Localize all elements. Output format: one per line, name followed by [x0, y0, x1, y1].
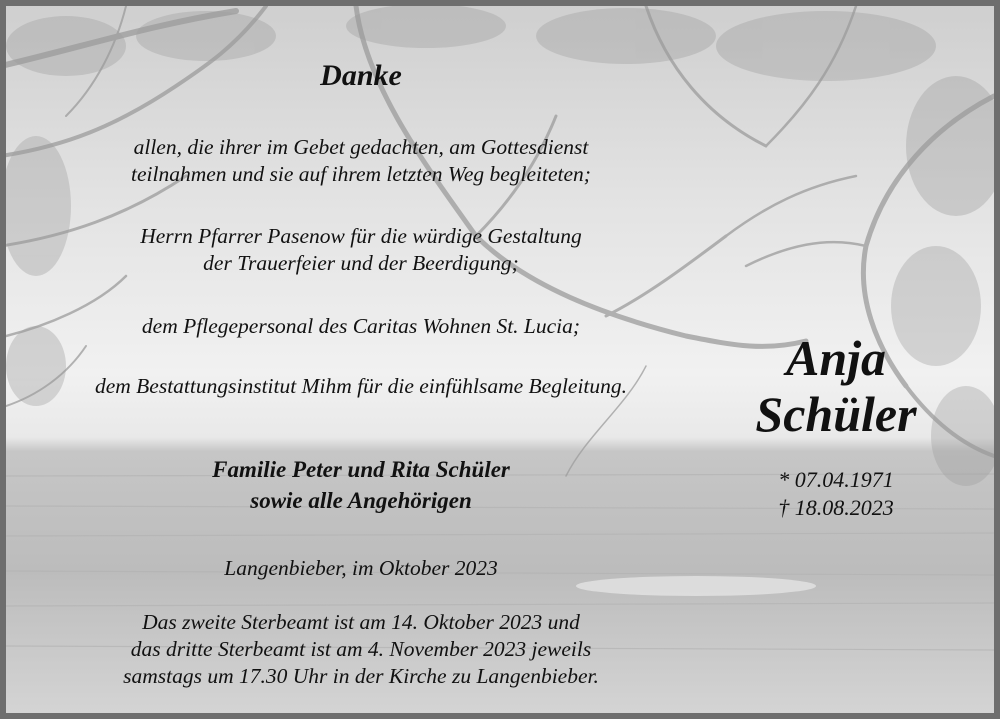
birth-date: * 07.04.1971 — [778, 467, 894, 492]
notice-line: das dritte Sterbeamt ist am 4. November 2023 jeweils — [130, 637, 592, 661]
thanks-paragraph-2 — [16, 223, 706, 277]
death-date: † 18.08.2023 — [778, 495, 894, 520]
thanks-line: der Trauerfeier und der Beerdigung; — [203, 251, 519, 275]
family-signature — [16, 454, 706, 516]
thanks-paragraph-1 — [16, 134, 706, 188]
deceased-name — [716, 330, 956, 442]
family-line: Familie Peter und Rita Schüler — [212, 457, 510, 482]
thanks-line: teilnahmen und sie auf ihrem letzten Weg begleiteten; — [131, 162, 591, 186]
memorial-service-notice — [16, 609, 706, 690]
thanks-line: allen, die ihrer im Gebet gedachten, am Gottesdienst — [133, 135, 589, 159]
page-title: Danke — [320, 59, 402, 92]
deceased-last-name: Schüler — [755, 386, 917, 442]
thanks-line: Herrn Pfarrer Pasenow für die würdige Gestaltung — [140, 224, 582, 248]
thanks-line: dem Pflegepersonal des Caritas Wohnen St. Lucia; — [141, 314, 581, 338]
place-date-line: Langenbieber, im Oktober 2023 — [224, 556, 498, 580]
family-line: sowie alle Angehörigen — [250, 488, 472, 513]
place-date — [16, 555, 706, 582]
notice-line: samstags um 17.30 Uhr in der Kirche zu Langenbieber. — [123, 664, 599, 688]
thanks-paragraph-3 — [16, 313, 706, 340]
deceased-column — [716, 6, 956, 713]
notice-line: Das zweite Sterbeamt ist am 14. Oktober 2023 und — [142, 610, 580, 634]
life-dates — [716, 466, 956, 522]
deceased-first-name: Anja — [785, 330, 887, 386]
thanks-paragraph-4 — [16, 373, 706, 400]
thanks-line: dem Bestattungsinstitut Mihm für die einfühlsame Begleitung. — [94, 374, 628, 398]
thanks-column — [16, 6, 706, 713]
